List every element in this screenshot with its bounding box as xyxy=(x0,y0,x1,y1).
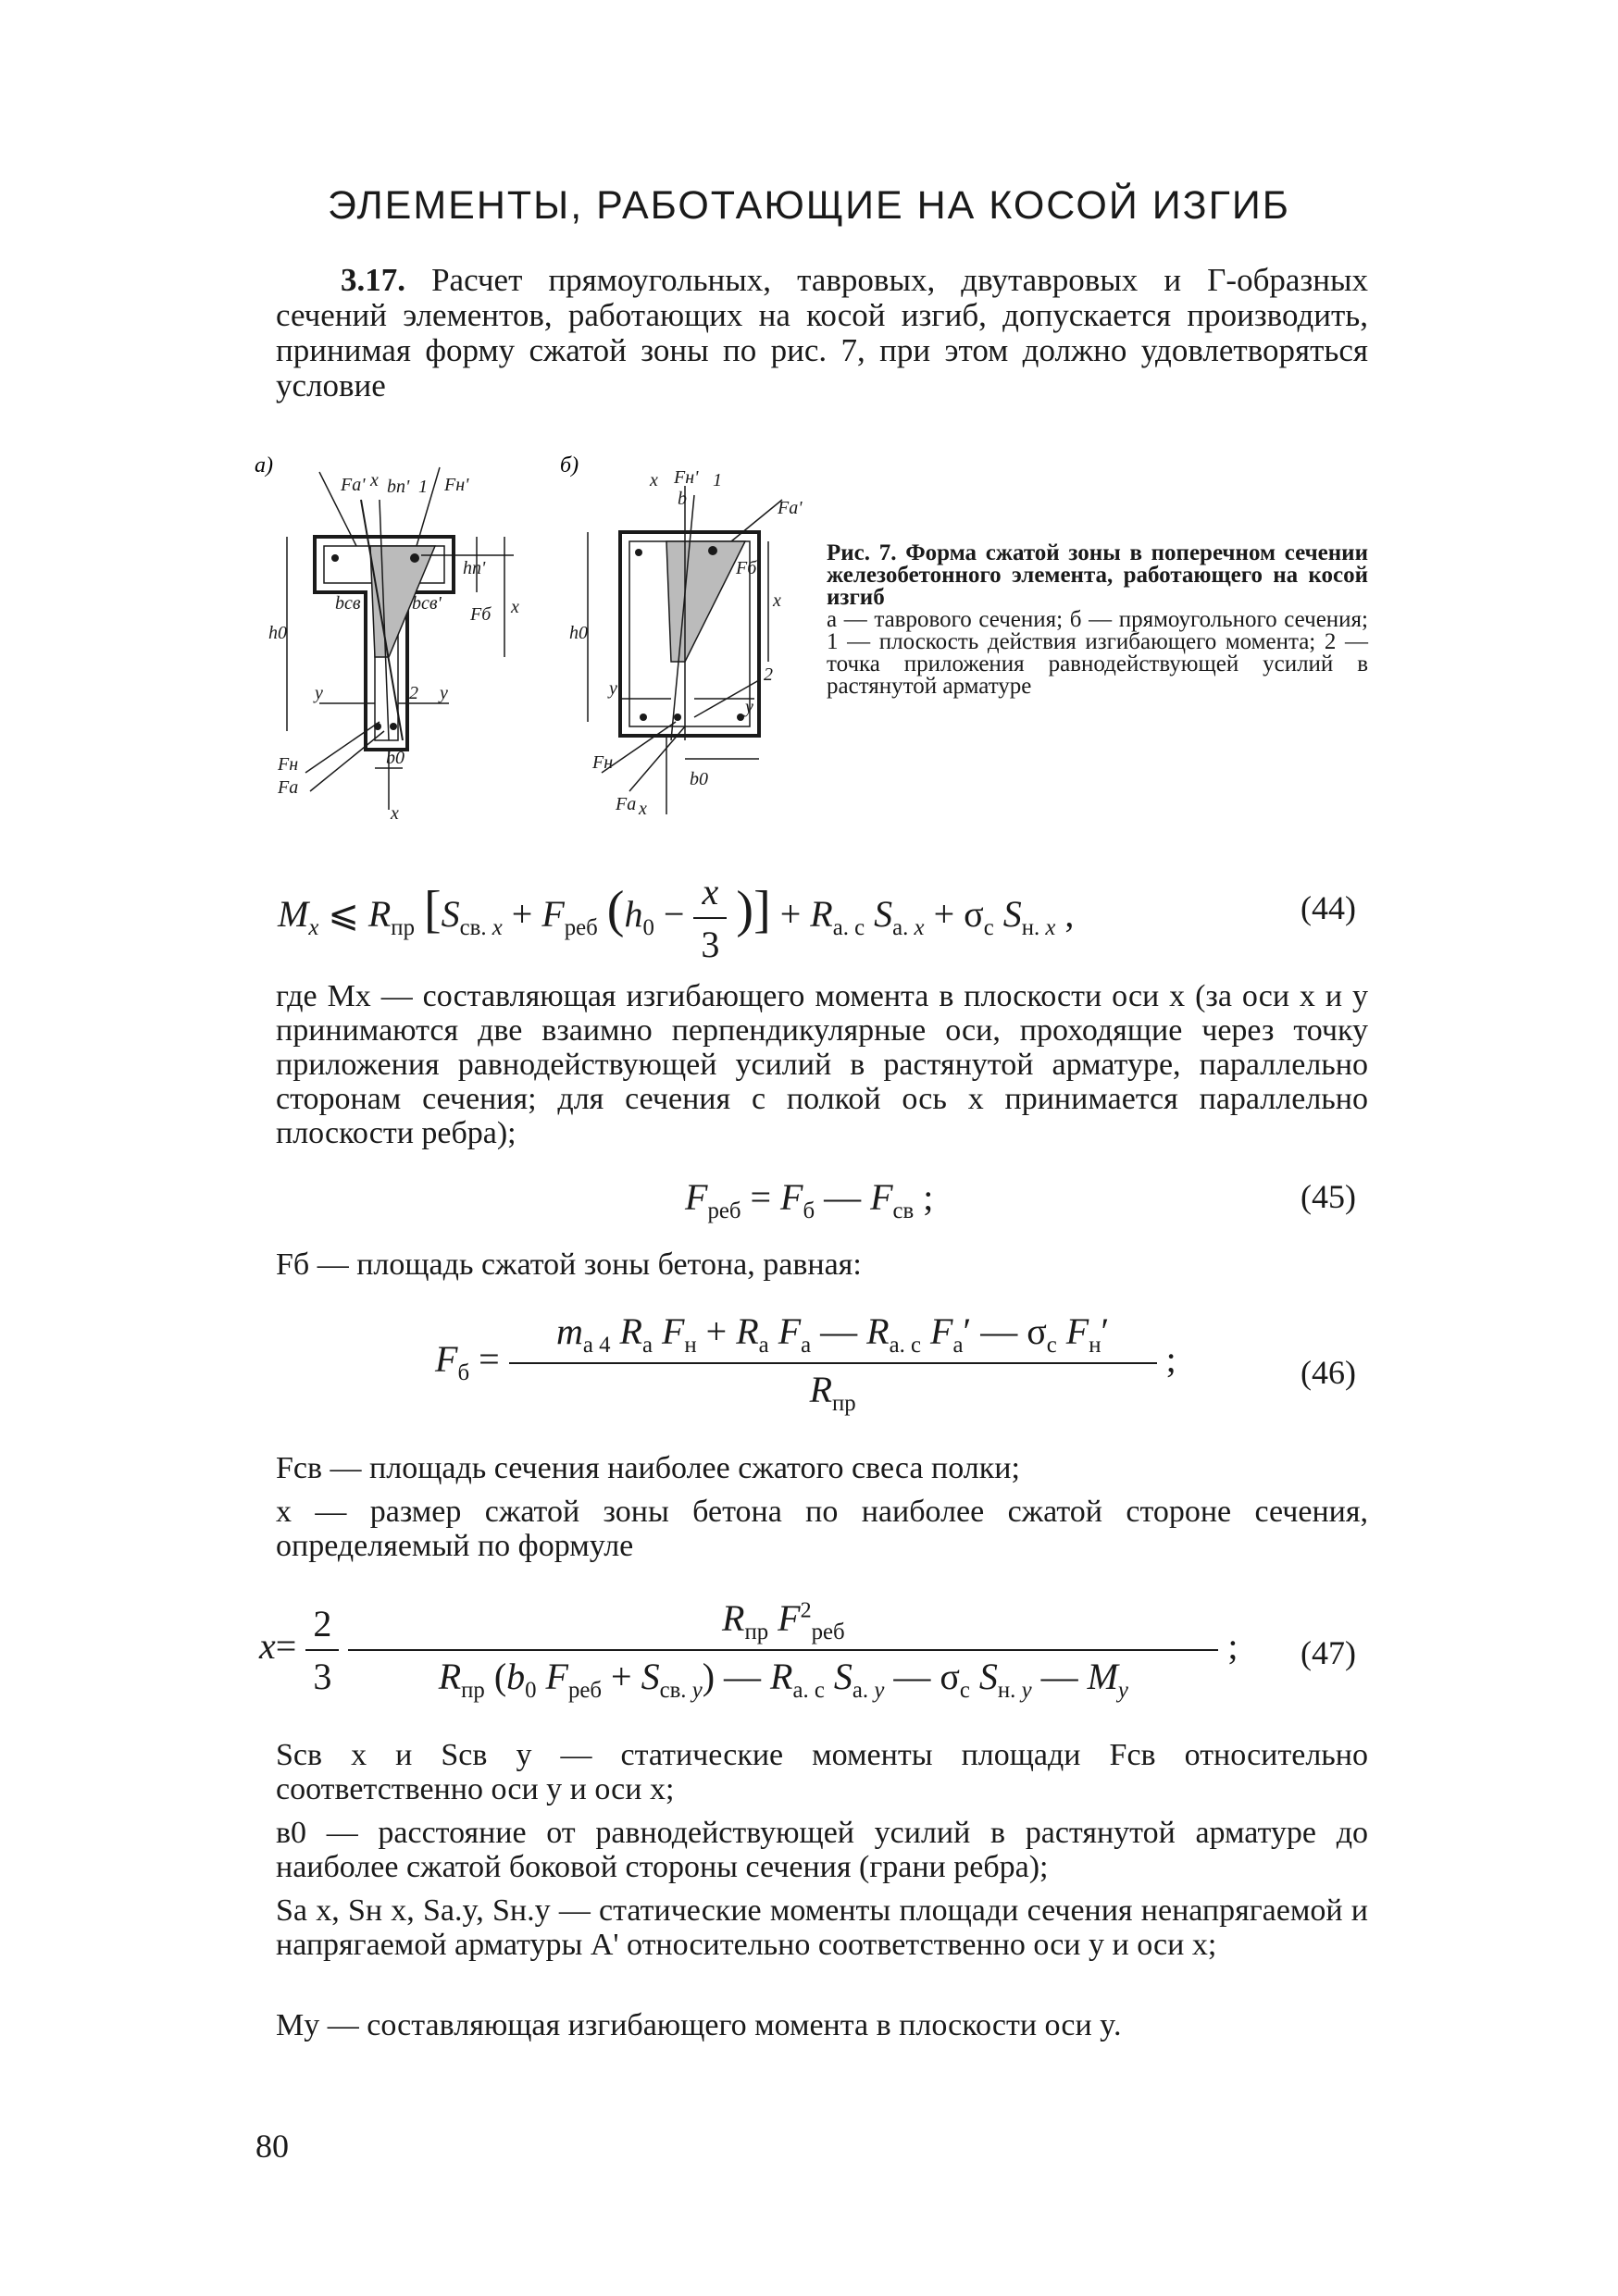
svg-text:b: b xyxy=(678,489,687,509)
definition-s: Sсв x и Sсв y — статические моменты площади Fсв относительно соответственно оси y и оси x; xyxy=(276,1738,1368,1806)
caption-title: Рис. 7. Форма сжатой зоны в поперечном сечении железобетонного элемента, работающего на косой изгиб xyxy=(827,540,1368,610)
svg-text:Fа: Fа xyxy=(616,794,637,814)
svg-text:hп': hп' xyxy=(463,558,486,578)
svg-text:Fа: Fа xyxy=(278,777,299,798)
svg-text:1: 1 xyxy=(418,477,428,497)
svg-text:bсв: bсв xyxy=(335,593,361,614)
eq44-number: (44) xyxy=(1301,889,1356,926)
svg-text:y: y xyxy=(440,683,448,703)
formula-45: $F_{реб} = F_б$ — $F_{св}$ ; xyxy=(685,1176,934,1223)
svg-text:x: x xyxy=(773,590,781,611)
clause-paragraph xyxy=(276,263,1368,403)
svg-text:x: x xyxy=(639,799,647,819)
definition-sa: Sа x, Sн x, Sа.y, Sн.y — статические моменты площади сечения ненапрягаемой и напрягаемой арматуры A' относительно соответственно оси y и оси x; xyxy=(276,1893,1368,1962)
svg-text:b0: b0 xyxy=(386,748,404,768)
svg-text:y: y xyxy=(315,683,323,703)
t-section-labels xyxy=(268,470,519,824)
definition-b0: в0 — расстояние от равнодействующей усилий в растянутой арматуре до наиболее сжатой боковой стороны сечения (грани ребра); xyxy=(276,1816,1368,1884)
svg-text:h0: h0 xyxy=(569,623,588,643)
svg-text:Fн: Fн xyxy=(278,754,299,775)
definition-fsv: Fсв — площадь сечения наиболее сжатого свеса полки; xyxy=(276,1451,1020,1485)
svg-text:Fа': Fа' xyxy=(778,498,803,518)
svg-text:y: y xyxy=(745,697,753,717)
svg-text:x: x xyxy=(370,470,379,490)
figure-7 xyxy=(250,444,805,824)
clause-text: Расчет прямоугольных, тавровых, двутавровых и Г-образных сечений элементов, работающих на косой изгиб, допускается производить, принимая форму сжатой зоны по рис. 7, при этом должно удовлетворяться условие xyxy=(276,262,1368,403)
svg-text:x: x xyxy=(650,470,658,490)
definition-my: My — составляющая изгибающего момента в плоскости оси y. xyxy=(276,2008,1122,2042)
figure-caption xyxy=(827,542,1368,698)
caption-legend: а — таврового сечения; б — прямоугольного сечения; 1 — плоскость действия изгибающего момента; 2 — точка приложения равнодействующей усилий в растянутой арматуре xyxy=(827,607,1368,699)
svg-text:bсв': bсв' xyxy=(412,593,442,614)
svg-text:Fн': Fн' xyxy=(444,475,469,495)
definition-mx: где Mx — составляющая изгибающего момента в плоскости оси x (за оси x и y принимаются две взаимно перпендикулярные оси, проходящие через точку приложения равнодействующей усилий в растянутой арматуре, параллельно сторонам сечения; для сечения с полкой ось x принимается параллельно плоскости ребра); xyxy=(276,979,1368,1150)
definition-x: x — размер сжатой зоны бетона по наиболее сжатой стороне сечения, определяемый по формуле xyxy=(276,1495,1368,1563)
svg-text:h0: h0 xyxy=(268,623,287,643)
svg-text:x: x xyxy=(391,803,399,824)
svg-text:1: 1 xyxy=(713,470,722,490)
eq47-number: (47) xyxy=(1301,1634,1356,1671)
svg-text:y: y xyxy=(609,678,617,699)
svg-text:bп': bп' xyxy=(387,477,410,497)
svg-text:b0: b0 xyxy=(690,769,708,789)
panel-a-label: а) xyxy=(255,453,273,478)
svg-text:Fб: Fб xyxy=(470,604,492,625)
svg-text:x: x xyxy=(511,597,519,617)
section-heading: ЭЛЕМЕНТЫ, РАБОТАЮЩИЕ НА КОСОЙ ИЗГИБ xyxy=(327,183,1291,228)
page-number: 80 xyxy=(255,2128,289,2165)
svg-text:Fн: Fн xyxy=(592,752,614,773)
rect-section-drawing xyxy=(588,486,782,814)
svg-text:Fа': Fа' xyxy=(341,475,366,495)
formula-46: $F_б$ = $\frac{m_{а 4} R_а F_н + R_а F_а — R_{а. с} F_а' — \sigma_с F_н'}{R_{пр}}$ ; xyxy=(435,1310,1176,1416)
svg-text:Fб: Fб xyxy=(736,558,757,578)
svg-text:2: 2 xyxy=(764,664,773,685)
svg-text:Fн': Fн' xyxy=(674,467,699,488)
eq46-number: (46) xyxy=(1301,1354,1356,1391)
formula-44: $M_x$ ⩽ $R_{пр}$ [$S_{св. x} + F_{реб}$ ($h_0$ − $\frac{x}{3}$ )] + $R_{а. с}$ $S_{а. x} + \sigma_с$ $S_{н. x}$ , xyxy=(278,871,1075,965)
definition-fb: Fб — площадь сжатой зоны бетона, равная: xyxy=(276,1247,862,1282)
clause-number: 3.17. xyxy=(341,262,405,298)
eq45-number: (45) xyxy=(1301,1178,1356,1215)
svg-text:2: 2 xyxy=(409,683,418,703)
formula-47: x= $\frac{2}{3}$ $\frac{R_{пр} F^2_{реб}}{R_{пр} (b_0 F_{реб} + S_{св. y}) — R_{а. с} S_{а. y} — \sigma_с S_{н. y} — M_y}$ ; xyxy=(259,1597,1238,1703)
panel-b-label: б) xyxy=(560,453,579,478)
